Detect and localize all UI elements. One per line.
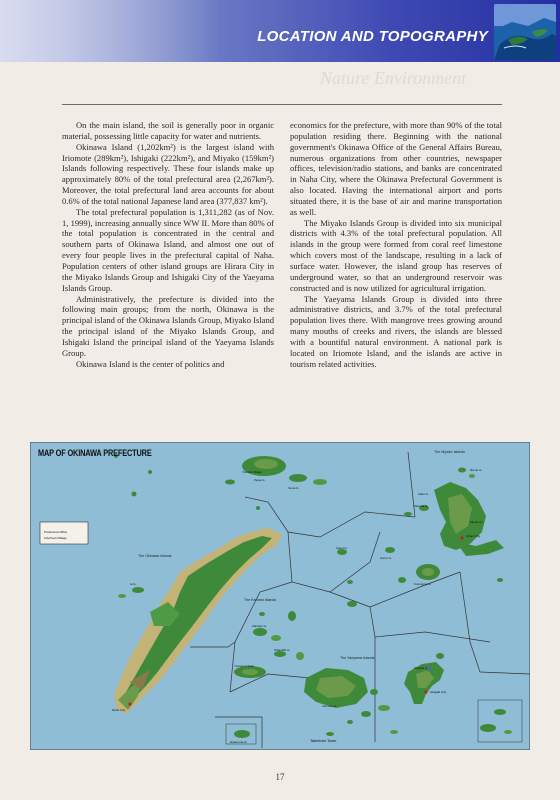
region-label-kerama: The Kerama Islands: [244, 598, 277, 602]
paragraph: economics for the prefecture, with more than 90% of the total population residing there. Beginning with the national government's Okinawa Office of the General Affairs Bureau, numerous organizations from other countries, newspaper offices, television/radio stations, and banks are concentrated in Naha City, where the Okinawa Prefectural Government is also located. Having the international airport and ports situated there, it is the base of air and marine transportation as well.: [290, 120, 502, 217]
city-label: Ishigaki City: [430, 690, 447, 694]
village-label: Yonaha Village: [242, 470, 262, 474]
island-label: Izena Is.: [288, 486, 300, 490]
city-label: Hirara City: [466, 534, 481, 538]
island-label: Irabu Is.: [418, 492, 429, 496]
island-label: Kumejima Is.: [414, 582, 432, 586]
paragraph: Okinawa Island is the center of politics and: [76, 358, 225, 369]
header-divider: [62, 104, 502, 105]
coastline-photo: [494, 4, 556, 60]
island-label: Hateruma Is.: [230, 740, 248, 744]
region-label-okinawa: The Okinawa Islands: [138, 554, 172, 558]
region-label-miyako: The Miyako Islands: [434, 450, 465, 454]
island-label: Miyako Is.: [470, 520, 484, 524]
paragraph: The Yaeyama Islands Group is divided into three administrative districts, and 3.7% of the total prefectural population lives there. With mangrove trees growing around many mouths of creeks and rivers, the islands are blessed with a bountiful natural environment. A national park is located on Iriomote Island, and the islands are active in tourism related activities.: [290, 293, 502, 369]
city-label: Naha City: [112, 708, 126, 712]
legend-item: City/Town/Village: [44, 536, 67, 540]
island-label: Zamami Is.: [252, 624, 267, 628]
map-graphic: [30, 442, 530, 750]
text-column-left: [62, 120, 274, 369]
paragraph: On the main island, the soil is generally poor in organic material, possessing little capacity for water and nutrients.: [62, 120, 274, 141]
text-column-right: [290, 120, 502, 369]
section-title: LOCATION AND TOPOGRAPHY: [257, 28, 488, 45]
watermark-title: Nature Environment: [320, 68, 467, 88]
paragraph: Okinawa Island (1,202km²) is the largest island with Iriomote (289km²), Ishigaki (222km²), and Miyako (159km²) Islands following respectively. These four islands make up approximately 80% of the total prefectural area (2,267km²). Moreover, the total prefectural land area accounts for about 0.6% of the total national Japanese land area (377,837 km²).: [62, 141, 274, 206]
island-label: Iriomote Is.: [322, 704, 337, 708]
legend-item: Prefectural Office: [44, 530, 68, 534]
island-label: Iheya Is.: [254, 478, 266, 482]
island-label: Kume Is.: [380, 556, 392, 560]
town-label: Yonaguni Town: [234, 664, 255, 668]
island-label: Tokashiki Is.: [274, 648, 291, 652]
island-label: Tarama Is.: [414, 504, 429, 508]
island-label: Ikema Is.: [470, 468, 483, 472]
island-label: Aguni Is.: [336, 546, 348, 550]
prefecture-map: [30, 442, 530, 750]
page-number: 17: [275, 772, 285, 782]
region-label-yaeyama: The Yaeyama Islands: [340, 656, 375, 660]
paragraph: The Miyako Islands Group is divided into six municipal districts with 4.3% of the total prefectural population. All islands in the group were formed from coral reef limestone which covers most of the landscape, resulting in a lack of surface water. However, the island group has reserves of underground water, so that an underground reservoir was constructed and is now utilized for agricultural irrigation.: [290, 217, 502, 293]
island-label: Ie Is.: [130, 582, 137, 586]
paragraph: Administratively, the prefecture is divided into the following main groups; from the north, Okinawa is the principal island of the Okinawa Islands Group, Miyako Island the principal island of the Miyako Islands Group, and Ishigaki Island the principal island of the Yaeyama Islands Group.: [62, 293, 274, 358]
paragraph: The total prefectural population is 1,311,282 (as of Nov. 1, 1999), increasing annually since WW II. More than 80% of the total population is concentrated in the central and southern parts of Okinawa Island, and almost one out of every four people lives in the prefectural capital of Naha. Population centers of other island groups are Hirara City in the Miyako Islands Group and Ishigaki City of the Yaeyama Islands Group.: [62, 206, 274, 293]
town-label: Taketomi Town: [310, 738, 337, 743]
map-title: MAP OF OKINAWA PREFECTURE: [38, 448, 152, 458]
island-label: Ishigaki Is.: [414, 666, 429, 670]
header-gradient: [0, 0, 220, 62]
